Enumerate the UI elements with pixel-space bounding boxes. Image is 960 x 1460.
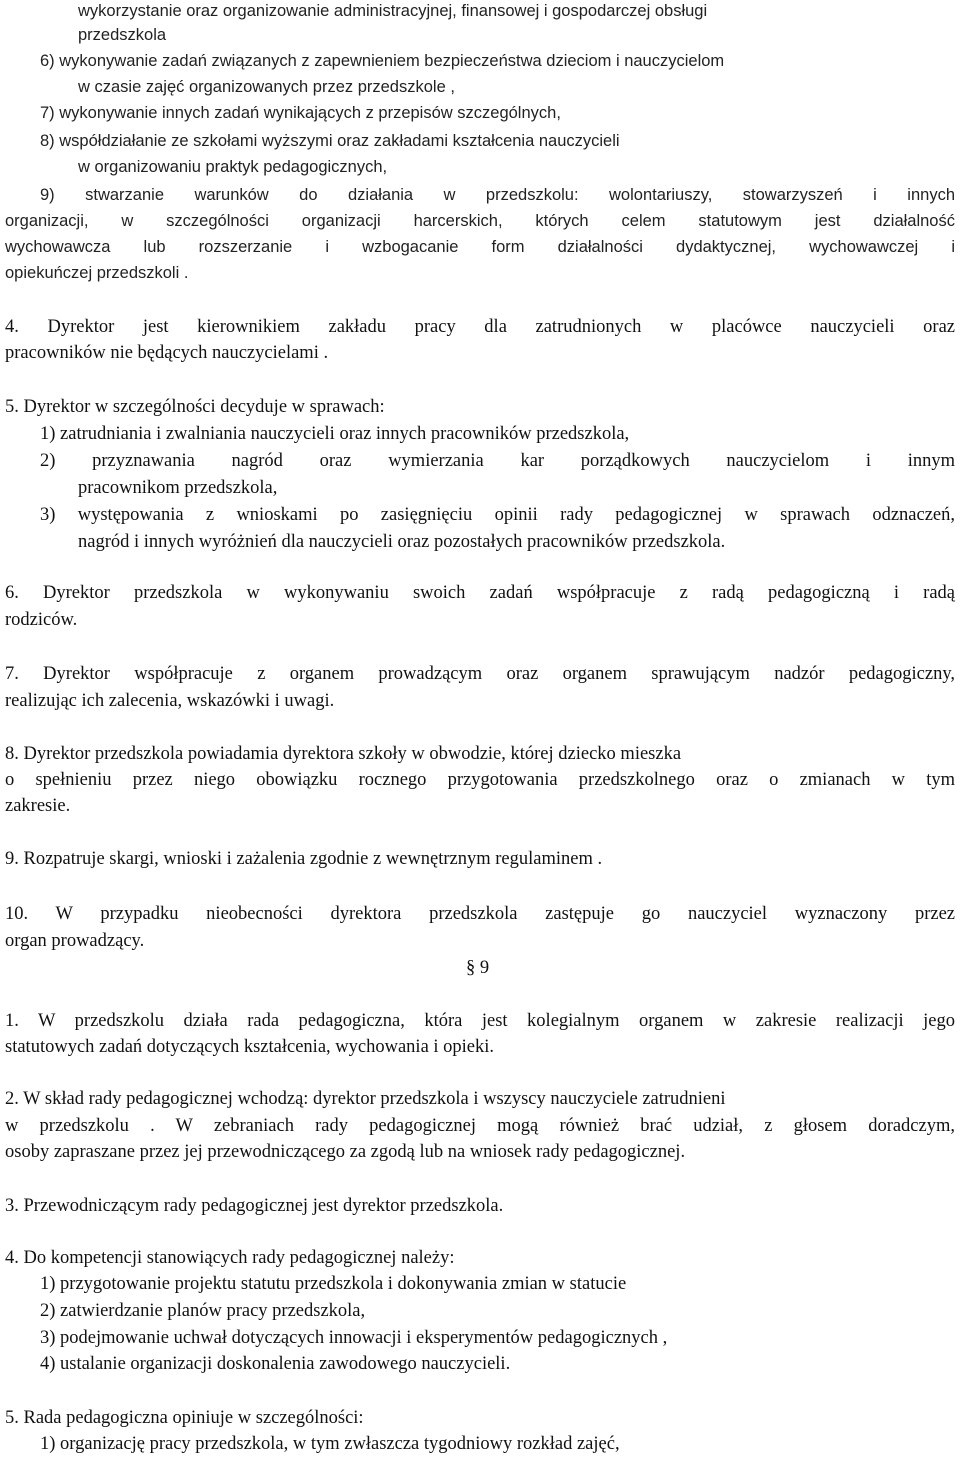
text-line: 8) współdziałanie ze szkołami wyższymi oraz zakładami kształcenia nauczycieli <box>40 132 620 150</box>
list-item-continuation: nagród i innych wyróżnień dla nauczycieli oraz pozostałych pracowników przedszkola. <box>78 532 726 552</box>
list-item-continuation: pracownikom przedszkola, <box>78 478 278 498</box>
section-9-paragraph-2-line-1: 2. W skład rady pedagogicznej wchodzą: dyrektor przedszkola i wszyscy nauczyciele zatrudnieni <box>5 1089 726 1109</box>
section-9-paragraph-5-heading: 5. Rada pedagogiczna opiniuje w szczególności: <box>5 1408 364 1428</box>
text-line: wychowawcza lub rozszerzanie i wzbogacanie form działalności dydaktycznej, wychowawczej i <box>5 238 955 256</box>
text-line: w organizowaniu praktyk pedagogicznych, <box>78 158 388 176</box>
section-9-paragraph-2-line-3: osoby zapraszane przez jej przewodniczącego za zgodą lub na wniosek rady pedagogicznej. <box>5 1142 686 1162</box>
section-9-paragraph-2-line-2: w przedszkolu . W zebraniach rady pedagogicznej mogą również brać udział, z głosem doradczym, <box>5 1116 955 1136</box>
paragraph-6-line-1: 6. Dyrektor przedszkola w wykonywaniu swoich zadań współpracuje z radą pedagogiczną i radą <box>5 583 955 603</box>
paragraph-10-line-1: 10. W przypadku nieobecności dyrektora przedszkola zastępuje go nauczyciel wyznaczony przez <box>5 904 955 924</box>
paragraph-8-line-3: zakresie. <box>5 796 71 816</box>
text-line: wykorzystanie oraz organizowanie administracyjnej, finansowej i gospodarczej obsługi <box>78 2 708 20</box>
text-line: 7) wykonywanie innych zadań wynikających z przepisów szczególnych, <box>40 104 561 122</box>
section-9-paragraph-1-line-2: statutowych zadań dotyczących kształcenia, wychowania i opieki. <box>5 1037 495 1057</box>
section-9-paragraph-1-line-1: 1. W przedszkolu działa rada pedagogiczna, która jest kolegialnym organem w zakresie realizacji jego <box>5 1011 955 1031</box>
list-item: 1) organizację pracy przedszkola, w tym zwłaszcza tygodniowy rozkład zajęć, <box>40 1434 620 1454</box>
paragraph-6-line-2: rodziców. <box>5 610 78 630</box>
paragraph-8-line-2: o spełnieniu przez niego obowiązku rocznego przygotowania przedszkolnego oraz o zmianach w tym <box>5 770 955 790</box>
text-line: w czasie zajęć organizowanych przez przedszkole , <box>78 78 455 96</box>
list-item: 2) przyznawania nagród oraz wymierzania kar porządkowych nauczycielom i innym <box>40 451 955 471</box>
paragraph-8-line-1: 8. Dyrektor przedszkola powiadamia dyrektora szkoły w obwodzie, której dziecko mieszka <box>5 744 682 764</box>
paragraph-9: 9. Rozpatruje skargi, wnioski i zażalenia zgodnie z wewnętrznym regulaminem . <box>5 849 603 869</box>
list-item: 3) występowania z wnioskami po zasięgnięciu opinii rady pedagogicznej w sprawach odznaczeń, <box>40 505 955 525</box>
section-9-paragraph-4-heading: 4. Do kompetencji stanowiących rady pedagogicznej należy: <box>5 1248 455 1268</box>
paragraph-5-heading: 5. Dyrektor w szczególności decyduje w sprawach: <box>5 397 385 417</box>
paragraph-10-line-2: organ prowadzący. <box>5 931 145 951</box>
list-item: 1) przygotowanie projektu statutu przedszkola i dokonywania zmian w statucie <box>40 1274 627 1294</box>
list-item: 2) zatwierdzanie planów pracy przedszkola, <box>40 1301 366 1321</box>
paragraph-4-line-2: pracowników nie będących nauczycielami . <box>5 343 329 363</box>
text-line: opiekuńczej przedszkoli . <box>5 264 189 282</box>
list-item: 3) podejmowanie uchwał dotyczących innowacji i eksperymentów pedagogicznych , <box>40 1328 668 1348</box>
list-item: 1) zatrudniania i zwalniania nauczycieli oraz innych pracowników przedszkola, <box>40 424 630 444</box>
paragraph-7-line-1: 7. Dyrektor współpracuje z organem prowadzącym oraz organem sprawującym nadzór pedagogiczny, <box>5 664 955 684</box>
text-line: 9) stwarzanie warunków do działania w przedszkolu: wolontariuszy, stowarzyszeń i innych <box>40 186 955 204</box>
section-9-paragraph-3: 3. Przewodniczącym rady pedagogicznej jest dyrektor przedszkola. <box>5 1196 504 1216</box>
list-item: 4) ustalanie organizacji doskonalenia zawodowego nauczycieli. <box>40 1354 511 1374</box>
paragraph-4-line-1: 4. Dyrektor jest kierownikiem zakładu pracy dla zatrudnionych w placówce nauczycieli oraz <box>5 317 955 337</box>
text-line: organizacji, w szczególności organizacji harcerskich, których celem statutowym jest działalność <box>5 212 955 230</box>
text-line: przedszkola <box>78 26 167 44</box>
paragraph-7-line-2: realizując ich zalecenia, wskazówki i uwagi. <box>5 691 335 711</box>
section-heading: § 9 <box>466 958 490 978</box>
text-line: 6) wykonywanie zadań związanych z zapewnieniem bezpieczeństwa dzieciom i nauczycielom <box>40 52 725 70</box>
